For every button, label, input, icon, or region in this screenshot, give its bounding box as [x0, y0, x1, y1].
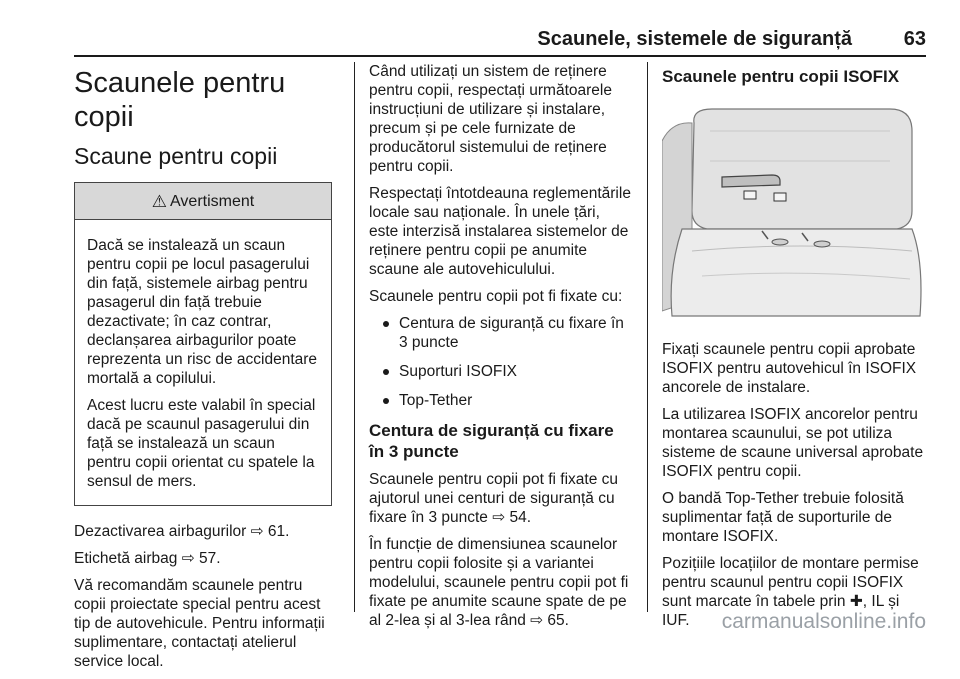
fixing-methods-list: [369, 314, 633, 410]
body-paragraph: Respectați întotdeauna reglementările locale sau naționale. În unele țări, este interzisă instalarea sistemelor de reținere pentru copii pe anumite scaune ale autovehiculului.: [369, 185, 631, 278]
body-paragraph: Fixați scaunele pentru copii aprobate ISOFIX pentru autovehicul în ISOFIX ancorele de instalare.: [662, 341, 917, 396]
section-heading: Scaune pentru copii: [74, 143, 278, 169]
list-item: Top-Tether: [369, 391, 633, 410]
column-middle: [369, 62, 633, 638]
body-paragraph: La utilizarea ISOFIX ancorelor pentru montarea scaunului, se pot utiliza sisteme de scaune universal aprobate ISOFIX pentru copii.: [662, 406, 924, 480]
bullet-icon: [383, 321, 389, 327]
seatbelt-link-paragraph[interactable]: Scaunele pentru copii pot fi fixate cu ajutorul unei centuri de siguranță cu fixare în 3 puncte ⇨ 54.: [369, 471, 619, 526]
airbag-deactivation-link[interactable]: Dezactivarea airbagurilor ⇨ 61.: [74, 523, 290, 540]
warning-box: [74, 182, 332, 506]
page-header: [0, 0, 960, 50]
header-divider: [74, 55, 926, 57]
subsection-heading: Centura de siguranță cu fixare în 3 puncte: [369, 421, 614, 461]
isofix-seat-illustration: [662, 101, 926, 321]
column-right: [662, 62, 926, 638]
body-paragraph: Vă recomandăm scaunele pentru copii proiectate special pentru acest tip de autovehicule. Pentru informații suplimentare, contactați atelierul service local.: [74, 577, 325, 670]
watermark: carmanualsonline.info: [721, 610, 926, 633]
warning-body: [75, 220, 331, 505]
section-title: Scaunele, sistemele de siguranță: [537, 28, 852, 50]
body-paragraph: Pozițiile locațiilor de montare permise pentru scaunul pentru copii ISOFIX sunt marcate în tabele prin ✚, IL și IUF.: [662, 555, 919, 629]
warning-header: [75, 183, 331, 220]
seat-rows-link-paragraph[interactable]: În funcție de dimensiunea scaunelor pentru copii folosite și a variantei modelului, scaunele pentru copii pot fi fixate pe anumite scaune spate de pe al 2-lea și al 3-lea rând ⇨ 65.: [369, 536, 629, 629]
page-number: 63: [903, 28, 926, 50]
airbag-label-link[interactable]: Etichetă airbag ⇨ 57.: [74, 550, 221, 567]
warning-paragraph: Acest lucru este valabil în special dacă pe scaunul pasagerului din față se instalează un scaun pentru copii orientat cu spatele la sensul de mers.: [87, 397, 316, 490]
bullet-icon: [383, 369, 389, 375]
list-item: Centura de siguranță cu fixare în 3 puncte: [369, 314, 633, 352]
chapter-heading: Scaunele pentru copii: [74, 67, 286, 133]
column-left: [74, 62, 332, 679]
column-divider: [647, 62, 648, 612]
warning-paragraph: Dacă se instalează un scaun pentru copii pe locul pasagerului din față, sistemele airbag pentru pasagerul din față trebuie dezactivate; în caz contrar, declanșarea airbagurilor poate reprezenta un risc de accidentare mortală a copilului.: [87, 237, 318, 387]
body-paragraph: Scaunele pentru copii pot fi fixate cu:: [369, 288, 623, 305]
body-paragraph: Când utilizați un sistem de reținere pentru copii, respectați următoarele instrucțiuni de utilizare și instalare, precum și pe cele furnizate de producătorul sistemului de reținere pentru copii.: [369, 63, 612, 175]
body-paragraph: O bandă Top-Tether trebuie folosită suplimentar față de suporturile de montare ISOFIX.: [662, 490, 904, 545]
warning-title: Avertisment: [170, 192, 255, 210]
subsection-heading: Scaunele pentru copii ISOFIX: [662, 67, 900, 86]
column-divider: [354, 62, 355, 612]
list-item: Suporturi ISOFIX: [369, 362, 633, 381]
bullet-icon: [383, 398, 389, 404]
warning-triangle-icon: ⚠: [151, 191, 168, 211]
